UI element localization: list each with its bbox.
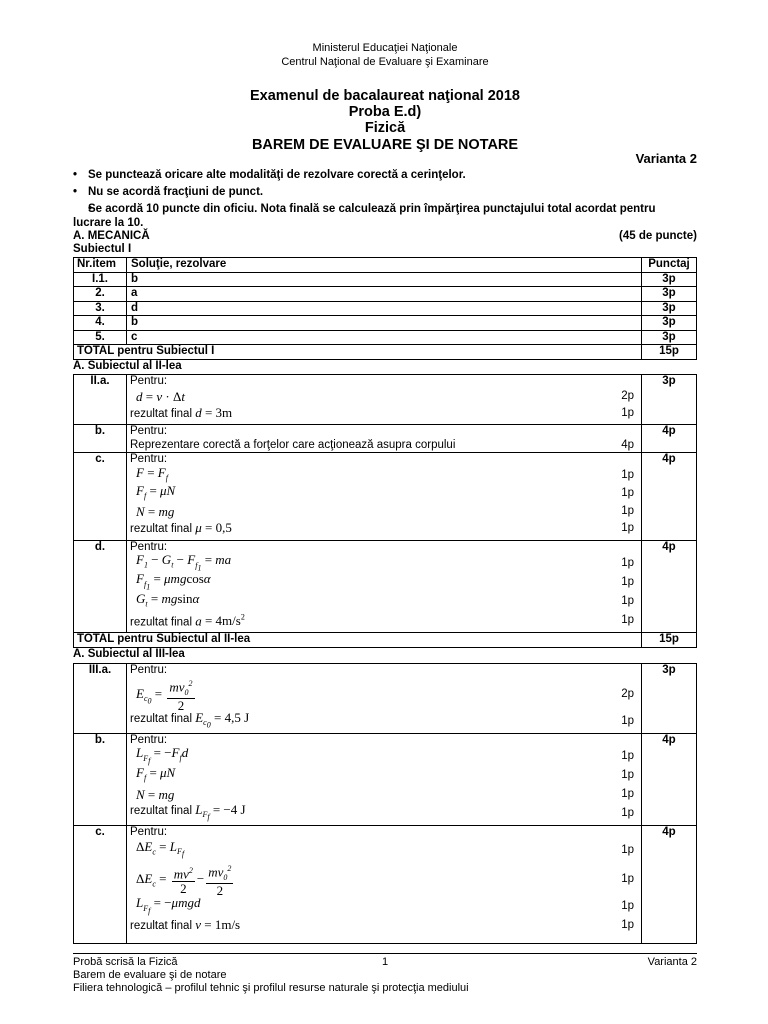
formula-line	[130, 917, 638, 936]
header-points: Punctaj	[642, 258, 697, 273]
table-row	[74, 287, 697, 302]
document-page	[73, 0, 697, 1024]
table-row	[74, 316, 697, 331]
table-row-item-b	[74, 734, 697, 826]
pentru-label: Pentru:	[130, 826, 168, 838]
table-row-item-a	[74, 664, 697, 734]
final-label: rezultat final	[130, 616, 193, 629]
final-result: rezultat final $E_{c_0} = 4,5$ J	[130, 709, 250, 730]
page-number: 1	[381, 956, 389, 968]
table-row-item-b	[74, 425, 697, 453]
formula-line	[130, 482, 638, 503]
item-points: 3p	[642, 375, 697, 425]
total-row	[74, 633, 697, 648]
exam-title: Examenul de bacalaureat naţional 2018	[250, 88, 520, 104]
line-points: 1p	[621, 595, 634, 608]
item-points: 3p	[642, 664, 697, 734]
line-points: 1p	[621, 486, 634, 499]
formula-line	[130, 593, 638, 612]
item-points: 3p	[642, 301, 697, 316]
formula-line	[130, 439, 638, 453]
line-points: 1p	[621, 613, 634, 626]
line-points: 1p	[621, 806, 634, 819]
final-result: rezultat final $L_{F_f} = -4$ J	[130, 801, 246, 822]
formula-line	[130, 678, 638, 712]
subject3-table	[73, 663, 697, 944]
line-points: 2p	[621, 390, 634, 403]
item-points: 4p	[642, 425, 697, 453]
table-row-item-a	[74, 375, 697, 425]
item-answer: b	[127, 272, 642, 287]
formula-line	[130, 571, 638, 593]
pentru-label: Pentru:	[130, 664, 168, 676]
footer-exam: Probă scrisă la Fizică	[73, 956, 178, 968]
formula: $E_{c_0}$ = $\frac{mv_0^2}{2}$	[136, 678, 193, 714]
rule-item: • Nu se acordă fracţiuni de punct.	[73, 185, 697, 199]
item-points: 4p	[642, 453, 697, 541]
item-answer: c	[127, 330, 642, 345]
formula: $L_{F_f} = -F_fd$	[136, 745, 189, 766]
line-points: 1p	[621, 769, 634, 782]
formula-line	[130, 801, 638, 823]
table-row-item-c	[74, 826, 697, 944]
line-points: 1p	[621, 714, 634, 727]
final-result: rezultat final $a = 4m/s^2$	[130, 613, 245, 629]
line-points: 1p	[621, 407, 634, 420]
final-result: rezultat final d = 3m	[130, 405, 233, 421]
table-row-item-c	[74, 453, 697, 541]
formula-line	[130, 709, 638, 732]
formula-line	[130, 745, 638, 767]
line-points: 1p	[621, 788, 634, 801]
item-id: c.	[74, 453, 127, 541]
line-points: 1p	[621, 557, 634, 570]
formula: $F_f = \mu N$	[136, 765, 176, 784]
rule-item: • Se punctează oricare alte modalităţi de rezolvare corectă a cerinţelor.	[73, 168, 697, 182]
formula: N = mg	[136, 503, 175, 519]
item-points: 3p	[642, 272, 697, 287]
final-label: rezultat final	[130, 523, 193, 536]
formula: N = mg	[136, 787, 175, 803]
final-label: rezultat final	[130, 804, 193, 817]
item-id: 2.	[74, 287, 127, 302]
header-solution: Soluţie, rezolvare	[127, 258, 642, 273]
formula: $\Delta E_c = L_{F_f}$	[136, 838, 185, 859]
item-id: 4.	[74, 316, 127, 331]
formula: $L_{F_f} = -\mu mgd$	[136, 895, 201, 916]
table-row	[74, 330, 697, 345]
item-id: I.1.	[74, 272, 127, 287]
pentru-label: Pentru:	[130, 453, 168, 465]
final-result: rezultat final μ = 0,5	[130, 520, 232, 536]
exam-subject: Fizică	[364, 120, 406, 136]
pentru-label: Pentru:	[130, 425, 168, 437]
formula: d = v · Δt	[136, 389, 185, 405]
final-label: rezultat final	[130, 712, 193, 725]
grading-rules	[73, 168, 697, 233]
footer-divider	[73, 953, 697, 954]
line-points: 1p	[621, 843, 634, 856]
formula-line	[130, 406, 638, 423]
pentru-label: Pentru:	[130, 541, 168, 553]
formula: $G_t = mgsin\alpha$	[136, 591, 200, 610]
formula: $F_{f_1} = \mu mgcos\alpha$	[136, 571, 211, 592]
formula-line	[130, 862, 638, 898]
line-points: 1p	[621, 919, 634, 932]
table-row	[74, 272, 697, 287]
line-points: 1p	[621, 504, 634, 517]
formula-line	[130, 840, 638, 862]
footer-line2: Barem de evaluare şi de notare	[73, 969, 227, 981]
formula: $F = F_f$	[136, 464, 168, 483]
item-points: 3p	[642, 287, 697, 302]
line-points: 1p	[621, 468, 634, 481]
section-points: (45 de puncte)	[619, 230, 697, 242]
subject2-title: A. Subiectul al II-lea	[73, 360, 182, 372]
formula: $F_1 - G_t - F_{f_1}$ = ma	[136, 552, 232, 573]
item-solution	[127, 541, 642, 633]
formula-line	[130, 612, 638, 630]
item-solution	[127, 664, 642, 734]
final-label: rezultat final	[130, 920, 193, 933]
item-id: b.	[74, 734, 127, 826]
item-id: b.	[74, 425, 127, 453]
line-points: 1p	[621, 576, 634, 589]
line-points: 1p	[621, 750, 634, 763]
table-row-item-d	[74, 541, 697, 633]
formula-line	[130, 767, 638, 786]
table-header-row	[74, 258, 697, 273]
item-id: 5.	[74, 330, 127, 345]
item-solution	[127, 425, 642, 453]
item-solution	[127, 734, 642, 826]
pentru-label: Pentru:	[130, 375, 168, 387]
item-points: 3p	[642, 316, 697, 331]
rule-item: • Se acordă 10 puncte din oficiu. Nota finală se calculează prin împărţirea punctajului total acordat pentru lucrare la 10.	[73, 202, 697, 230]
formula-line	[130, 389, 638, 406]
ministry-name: Ministerul Educaţiei Naţionale	[312, 42, 458, 54]
header-item: Nr.item	[74, 258, 127, 273]
item-points: 3p	[642, 330, 697, 345]
subject3-title: A. Subiectul al III-lea	[73, 648, 185, 660]
subject1-table	[73, 257, 697, 360]
solution-text: Reprezentare corectă a forţelor care acţionează asupra corpului	[130, 438, 456, 451]
item-solution	[127, 375, 642, 425]
formula-line	[130, 895, 638, 917]
total-points: 15p	[642, 633, 697, 648]
line-points: 1p	[621, 872, 634, 885]
variant-label: Varianta 2	[635, 151, 697, 166]
item-id: III.a.	[74, 664, 127, 734]
final-result: rezultat final v = 1m/s	[130, 917, 241, 933]
exam-proba: Proba E.d)	[348, 104, 422, 120]
item-points: 4p	[642, 734, 697, 826]
section-name: A. MECANICĂ	[73, 230, 150, 242]
item-answer: d	[127, 301, 642, 316]
item-id: d.	[74, 541, 127, 633]
formula-line	[130, 503, 638, 521]
total-label: TOTAL pentru Subiectul al II-lea	[74, 633, 642, 648]
footer-variant: Varianta 2	[647, 956, 697, 968]
item-id: 3.	[74, 301, 127, 316]
formula: $F_f = \mu N$	[136, 482, 176, 501]
total-points: 15p	[642, 345, 697, 360]
line-points: 2p	[621, 687, 634, 700]
formula-line	[130, 464, 638, 485]
line-points: 4p	[621, 438, 634, 451]
item-solution	[127, 453, 642, 541]
line-points: 1p	[621, 522, 634, 535]
item-points: 4p	[642, 541, 697, 633]
line-points: 1p	[621, 900, 634, 913]
final-label: rezultat final	[130, 408, 193, 421]
total-label: TOTAL pentru Subiectul I	[74, 345, 642, 360]
item-answer: b	[127, 316, 642, 331]
subject2-table	[73, 374, 697, 648]
footer-line3: Filiera tehnologică – profilul tehnic şi profilul resurse naturale şi protecţia mediului	[73, 982, 469, 994]
table-row	[74, 301, 697, 316]
section-heading	[73, 230, 697, 243]
formula-line	[130, 521, 638, 538]
total-row	[74, 345, 697, 360]
center-name: Centrul Naţional de Evaluare şi Examinare	[281, 56, 489, 68]
formula: $\Delta E_c$ = $\frac{mv^2}{2}$ − $\frac{mv_0^2}{2}$	[136, 863, 232, 899]
item-answer: a	[127, 287, 642, 302]
document-title: BAREM DE EVALUARE ŞI DE NOTARE	[251, 137, 519, 153]
subject1-title: Subiectul I	[73, 243, 132, 255]
item-solution	[127, 826, 642, 944]
item-points: 4p	[642, 826, 697, 944]
pentru-label: Pentru:	[130, 734, 168, 746]
item-id: c.	[74, 826, 127, 944]
item-id: II.a.	[74, 375, 127, 425]
